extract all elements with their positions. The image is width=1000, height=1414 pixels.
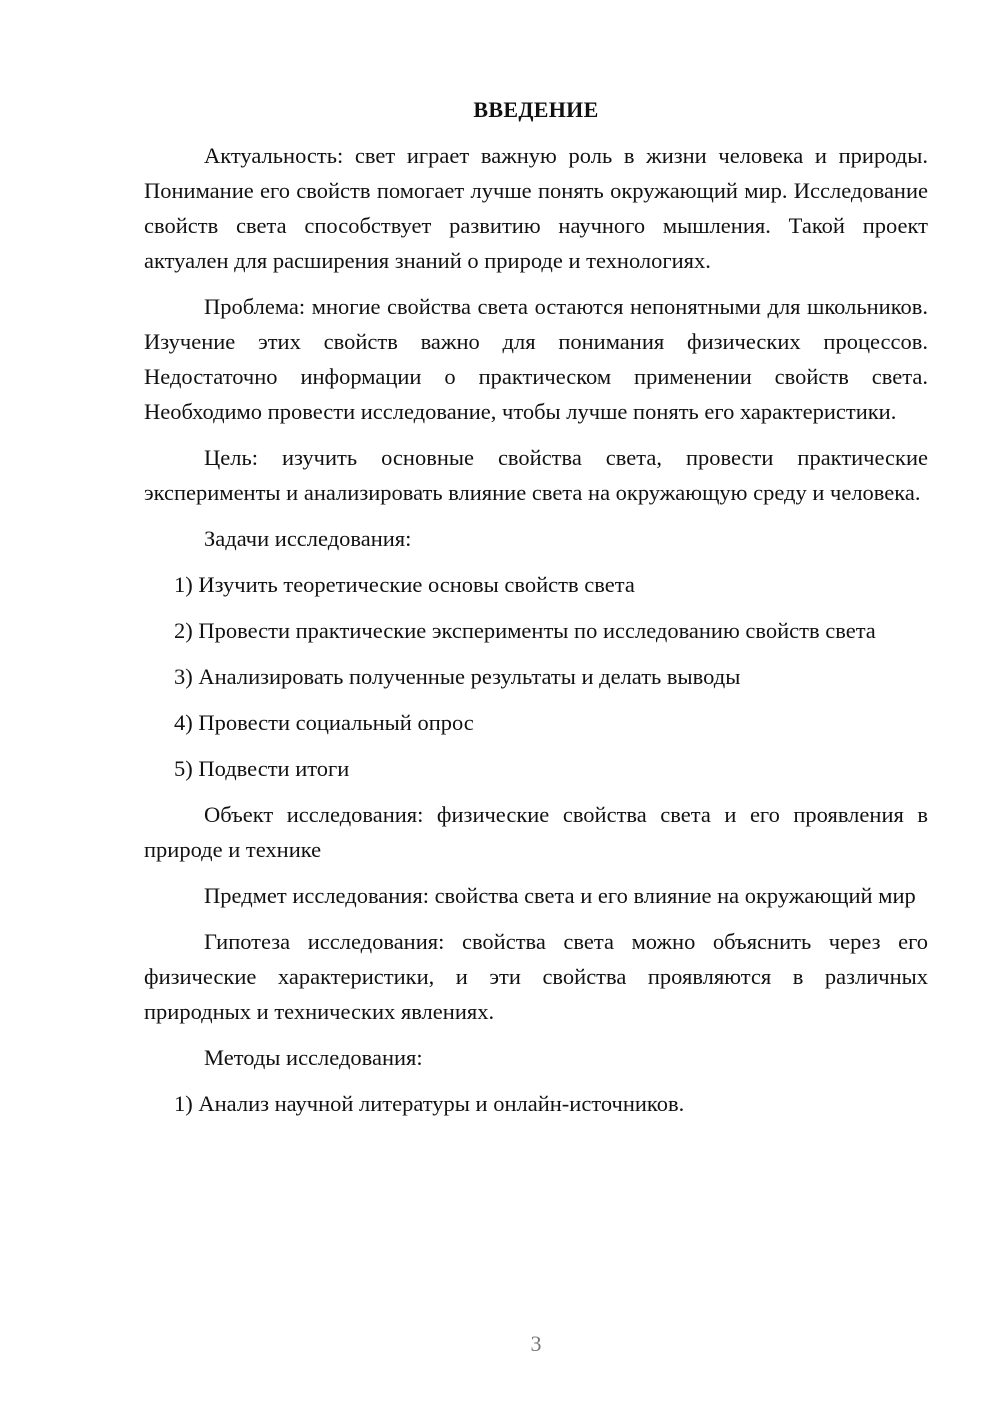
subject-paragraph: Предмет исследования: свойства света и его влияние на окружающий мир xyxy=(204,883,916,908)
methods-label: Методы исследования: xyxy=(204,1045,423,1070)
goal-paragraph: Цель: изучить основные свойства света, провести практические эксперименты и анализировать влияние света на окружающую среду и человека. xyxy=(144,445,928,505)
method-item: 1) Анализ научной литературы и онлайн-источников. xyxy=(174,1091,685,1116)
task-item: 2) Провести практические эксперименты по исследованию свойств света xyxy=(174,618,876,643)
actuality-paragraph: Актуальность: свет играет важную роль в жизни человека и природы. Понимание его свойств помогает лучше понять окружающий мир. Исследование свойств света способствует развитию научного мышления. Такой проект актуален для расширения знаний о природе и технологиях. xyxy=(144,143,928,273)
task-item: 4) Провести социальный опрос xyxy=(174,710,474,735)
object-paragraph: Объект исследования: физические свойства света и его проявления в природе и технике xyxy=(144,802,928,862)
problem-paragraph: Проблема: многие свойства света остаются непонятными для школьников. Изучение этих свойств важно для понимания физических процессов. Недостаточно информации о практическом применении свойств света. Необходимо провести исследование, чтобы лучше понять его характеристики. xyxy=(144,294,928,424)
hypothesis-paragraph: Гипотеза исследования: свойства света можно объяснить через его физические характеристики, и эти свойства проявляются в различных природных и технических явлениях. xyxy=(144,929,928,1024)
task-item: 1) Изучить теоретические основы свойств света xyxy=(174,572,635,597)
tasks-label: Задачи исследования: xyxy=(204,526,412,551)
section-title: ВВЕДЕНИЕ xyxy=(473,97,599,122)
page-number: 3 xyxy=(530,1331,542,1356)
task-item: 3) Анализировать полученные результаты и делать выводы xyxy=(174,664,741,689)
task-item: 5) Подвести итоги xyxy=(174,756,350,781)
document-body xyxy=(144,92,928,1132)
